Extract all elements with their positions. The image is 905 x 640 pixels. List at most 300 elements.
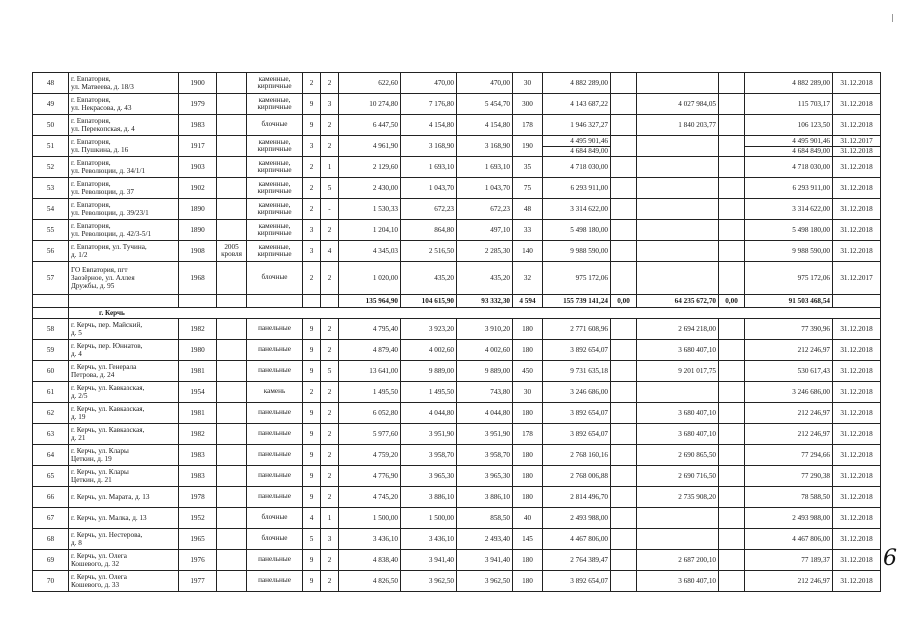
completion-date: 31.12.2018 bbox=[833, 571, 881, 592]
premises-area: 3 951,90 bbox=[401, 424, 457, 445]
regional-cost bbox=[719, 340, 745, 361]
completion-date: 31.12.2018 bbox=[833, 361, 881, 382]
residents-count: 180 bbox=[513, 445, 543, 466]
fund-cost bbox=[637, 241, 719, 262]
empty-cell bbox=[611, 445, 637, 466]
table-row bbox=[33, 199, 881, 220]
row-number: 50 bbox=[33, 115, 69, 136]
completion-date: 31.12.2018 bbox=[833, 241, 881, 262]
total-cost: 2 768 006,88 bbox=[543, 466, 611, 487]
floors: 9 bbox=[303, 487, 321, 508]
completion-date: 31.12.2017 bbox=[833, 262, 881, 295]
wall-material: панельные bbox=[247, 319, 303, 340]
table-row bbox=[33, 529, 881, 550]
build-year: 1890 bbox=[179, 199, 217, 220]
build-year: 1965 bbox=[179, 529, 217, 550]
fund-cost bbox=[637, 136, 719, 157]
total-cost: 3 246 686,00 bbox=[543, 382, 611, 403]
total-cost: 2 768 160,16 bbox=[543, 445, 611, 466]
premises-area: 3 958,70 bbox=[401, 445, 457, 466]
repair-year bbox=[217, 220, 247, 241]
subtotal-zero-2: 0,00 bbox=[719, 295, 745, 308]
address-cell: г. Евпатория, ул. Пушкина, д. 16 bbox=[69, 136, 179, 157]
floors: 2 bbox=[303, 157, 321, 178]
build-year: 1979 bbox=[179, 94, 217, 115]
wall-material: каменные, кирпичные bbox=[247, 136, 303, 157]
residents-count: 30 bbox=[513, 382, 543, 403]
wall-material: панельные bbox=[247, 466, 303, 487]
residents-count: 35 bbox=[513, 157, 543, 178]
subtotal-fund-cost: 64 235 672,70 bbox=[637, 295, 719, 308]
floors: 9 bbox=[303, 550, 321, 571]
residential-area: 3 941,40 bbox=[457, 550, 513, 571]
fund-cost bbox=[637, 199, 719, 220]
row-number: 55 bbox=[33, 220, 69, 241]
wall-material: блочные bbox=[247, 262, 303, 295]
row-number: 65 bbox=[33, 466, 69, 487]
residential-area: 3 962,50 bbox=[457, 571, 513, 592]
floors: 9 bbox=[303, 571, 321, 592]
wall-material: панельные bbox=[247, 550, 303, 571]
residents-count: 33 bbox=[513, 220, 543, 241]
scan-mark bbox=[892, 14, 893, 22]
row-number: 63 bbox=[33, 424, 69, 445]
total-area: 4 838,40 bbox=[339, 550, 401, 571]
wall-material: панельные bbox=[247, 571, 303, 592]
wall-material: каменные, кирпичные bbox=[247, 241, 303, 262]
empty-cell bbox=[611, 73, 637, 94]
total-area: 1 530,33 bbox=[339, 199, 401, 220]
entrances: 2 bbox=[321, 487, 339, 508]
address-cell: г. Керчь, ул. Кавказская, д. 19 bbox=[69, 403, 179, 424]
residents-count: 300 bbox=[513, 94, 543, 115]
row-number: 57 bbox=[33, 262, 69, 295]
empty-cell bbox=[611, 529, 637, 550]
residential-area: 3 910,20 bbox=[457, 319, 513, 340]
fund-cost bbox=[637, 73, 719, 94]
regional-cost bbox=[719, 241, 745, 262]
total-cost: 3 314 622,00 bbox=[543, 199, 611, 220]
owners-cost: 2 493 988,00 bbox=[745, 508, 833, 529]
address-cell: ГО Евпатория, пгт Заозёрное, ул. Аллея Дружбы, д. 95 bbox=[69, 262, 179, 295]
entrances: - bbox=[321, 199, 339, 220]
total-cost: 6 293 911,00 bbox=[543, 178, 611, 199]
build-year: 1917 bbox=[179, 136, 217, 157]
completion-date: 31.12.2018 bbox=[833, 529, 881, 550]
entrances: 2 bbox=[321, 466, 339, 487]
empty-cell bbox=[303, 295, 321, 308]
premises-area: 4 154,80 bbox=[401, 115, 457, 136]
floors: 3 bbox=[303, 241, 321, 262]
regional-cost bbox=[719, 199, 745, 220]
premises-area: 7 176,80 bbox=[401, 94, 457, 115]
owners-cost: 77 189,37 bbox=[745, 550, 833, 571]
regional-cost bbox=[719, 220, 745, 241]
total-area: 4 345,03 bbox=[339, 241, 401, 262]
residential-area: 470,00 bbox=[457, 73, 513, 94]
total-cost: 2 493 988,00 bbox=[543, 508, 611, 529]
row-number: 48 bbox=[33, 73, 69, 94]
regional-cost bbox=[719, 361, 745, 382]
table-row bbox=[33, 424, 881, 445]
total-area: 10 274,80 bbox=[339, 94, 401, 115]
completion-date-line-2: 31.12.2018 bbox=[840, 146, 873, 155]
premises-area: 3 941,40 bbox=[401, 550, 457, 571]
table-row bbox=[33, 262, 881, 295]
subtotal-row bbox=[33, 295, 881, 308]
premises-area: 3 886,10 bbox=[401, 487, 457, 508]
owners-cost: 212 246,97 bbox=[745, 424, 833, 445]
entrances: 3 bbox=[321, 94, 339, 115]
entrances: 1 bbox=[321, 508, 339, 529]
owners-cost: 5 498 180,00 bbox=[745, 220, 833, 241]
premises-area: 1 495,50 bbox=[401, 382, 457, 403]
owners-cost: 6 293 911,00 bbox=[745, 178, 833, 199]
completion-date: 31.12.2018 bbox=[833, 199, 881, 220]
row-number: 54 bbox=[33, 199, 69, 220]
total-area: 2 129,60 bbox=[339, 157, 401, 178]
address-cell: г. Керчь, ул. Нестерова, д. 8 bbox=[69, 529, 179, 550]
subtotal-owners-cost: 91 503 468,54 bbox=[745, 295, 833, 308]
entrances: 2 bbox=[321, 445, 339, 466]
entrances: 4 bbox=[321, 241, 339, 262]
table-row bbox=[33, 136, 881, 157]
residential-area: 497,10 bbox=[457, 220, 513, 241]
total-area: 4 759,20 bbox=[339, 445, 401, 466]
table-row bbox=[33, 319, 881, 340]
regional-cost bbox=[719, 466, 745, 487]
premises-area: 4 044,80 bbox=[401, 403, 457, 424]
build-year: 1981 bbox=[179, 403, 217, 424]
empty-cell bbox=[611, 340, 637, 361]
repair-year bbox=[217, 199, 247, 220]
repair-year bbox=[217, 115, 247, 136]
row-number: 70 bbox=[33, 571, 69, 592]
floors: 9 bbox=[303, 361, 321, 382]
residential-area: 2 493,40 bbox=[457, 529, 513, 550]
premises-area: 3 436,10 bbox=[401, 529, 457, 550]
floors: 9 bbox=[303, 445, 321, 466]
residents-count: 180 bbox=[513, 487, 543, 508]
build-year: 1983 bbox=[179, 445, 217, 466]
page-number: 6 bbox=[883, 546, 897, 571]
residential-area: 4 154,80 bbox=[457, 115, 513, 136]
address-cell: г. Евпатория, ул. Некрасова, д. 43 bbox=[69, 94, 179, 115]
residential-area: 3 958,70 bbox=[457, 445, 513, 466]
address-cell: г. Керчь, пер. Майский, д. 5 bbox=[69, 319, 179, 340]
total-area: 1 495,50 bbox=[339, 382, 401, 403]
floors: 9 bbox=[303, 340, 321, 361]
fund-cost: 2 690 865,50 bbox=[637, 445, 719, 466]
empty-cell bbox=[33, 295, 69, 308]
build-year: 1980 bbox=[179, 340, 217, 361]
total-area: 6 447,50 bbox=[339, 115, 401, 136]
residents-count: 180 bbox=[513, 571, 543, 592]
fund-cost: 3 680 407,10 bbox=[637, 571, 719, 592]
address-cell: г. Керчь, ул. Олега Кошевого, д. 32 bbox=[69, 550, 179, 571]
repair-year bbox=[217, 529, 247, 550]
regional-cost bbox=[719, 178, 745, 199]
residential-area: 4 044,80 bbox=[457, 403, 513, 424]
total-cost: 3 892 654,07 bbox=[543, 424, 611, 445]
row-number: 64 bbox=[33, 445, 69, 466]
wall-material: панельные bbox=[247, 403, 303, 424]
regional-cost bbox=[719, 115, 745, 136]
table-row bbox=[33, 73, 881, 94]
entrances: 1 bbox=[321, 157, 339, 178]
empty-cell bbox=[321, 295, 339, 308]
residents-count: 145 bbox=[513, 529, 543, 550]
empty-cell bbox=[611, 487, 637, 508]
empty-cell bbox=[833, 295, 881, 308]
floors: 9 bbox=[303, 424, 321, 445]
table-row bbox=[33, 157, 881, 178]
residents-count: 450 bbox=[513, 361, 543, 382]
wall-material: панельные bbox=[247, 361, 303, 382]
entrances: 2 bbox=[321, 220, 339, 241]
repair-year bbox=[217, 157, 247, 178]
wall-material: каменные, кирпичные bbox=[247, 178, 303, 199]
wall-material: панельные bbox=[247, 340, 303, 361]
entrances: 2 bbox=[321, 262, 339, 295]
residential-area: 435,20 bbox=[457, 262, 513, 295]
floors: 9 bbox=[303, 115, 321, 136]
fund-cost: 3 680 407,10 bbox=[637, 403, 719, 424]
address-cell: г. Керчь, ул. Генерала Петрова, д. 24 bbox=[69, 361, 179, 382]
regional-cost bbox=[719, 94, 745, 115]
document-table-wrapper bbox=[32, 72, 881, 592]
wall-material: каменные, кирпичные bbox=[247, 73, 303, 94]
subtotal-total-cost: 155 739 141,24 bbox=[543, 295, 611, 308]
floors: 5 bbox=[303, 529, 321, 550]
empty-cell bbox=[611, 136, 637, 157]
owners-cost: 78 588,50 bbox=[745, 487, 833, 508]
repair-year bbox=[217, 319, 247, 340]
completion-date: 31.12.2018 bbox=[833, 487, 881, 508]
fund-cost: 2 690 716,50 bbox=[637, 466, 719, 487]
owners-cost: 530 617,43 bbox=[745, 361, 833, 382]
address-cell: г. Керчь, пер. Юннатов, д. 4 bbox=[69, 340, 179, 361]
completion-date: 31.12.2018 bbox=[833, 73, 881, 94]
repair-year bbox=[217, 178, 247, 199]
address-cell: г. Керчь, ул. Олега Кошевого, д. 33 bbox=[69, 571, 179, 592]
table-row bbox=[33, 403, 881, 424]
fund-cost bbox=[637, 220, 719, 241]
subtotal-residents: 4 594 bbox=[513, 295, 543, 308]
regional-cost bbox=[719, 487, 745, 508]
table-row bbox=[33, 508, 881, 529]
residents-count: 180 bbox=[513, 466, 543, 487]
regional-cost bbox=[719, 73, 745, 94]
owners-cost: 77 290,38 bbox=[745, 466, 833, 487]
repair-year bbox=[217, 262, 247, 295]
fund-cost bbox=[637, 529, 719, 550]
completion-date: 31.12.2018 bbox=[833, 466, 881, 487]
repair-year bbox=[217, 340, 247, 361]
total-area: 622,60 bbox=[339, 73, 401, 94]
empty-cell bbox=[611, 319, 637, 340]
fund-cost bbox=[637, 178, 719, 199]
premises-area: 470,00 bbox=[401, 73, 457, 94]
residents-count: 48 bbox=[513, 199, 543, 220]
completion-date: 31.12.2018 bbox=[833, 403, 881, 424]
table-row bbox=[33, 550, 881, 571]
entrances: 3 bbox=[321, 529, 339, 550]
row-number: 59 bbox=[33, 340, 69, 361]
table-row bbox=[33, 340, 881, 361]
subtotal-zero-1: 0,00 bbox=[611, 295, 637, 308]
empty-cell bbox=[33, 308, 69, 319]
build-year: 1952 bbox=[179, 508, 217, 529]
table-row bbox=[33, 115, 881, 136]
residential-area: 9 889,00 bbox=[457, 361, 513, 382]
table-row bbox=[33, 241, 881, 262]
premises-area: 435,20 bbox=[401, 262, 457, 295]
total-area: 4 879,40 bbox=[339, 340, 401, 361]
address-cell: г. Керчь, ул. Кавказская, д. 2/5 bbox=[69, 382, 179, 403]
subtotal-premises-area: 104 615,90 bbox=[401, 295, 457, 308]
row-number: 61 bbox=[33, 382, 69, 403]
row-number: 56 bbox=[33, 241, 69, 262]
owners-cost-line-1: 4 495 901,46 bbox=[745, 137, 832, 147]
entrances: 2 bbox=[321, 550, 339, 571]
owners-cost: 77 294,66 bbox=[745, 445, 833, 466]
regional-cost bbox=[719, 445, 745, 466]
total-area: 4 745,20 bbox=[339, 487, 401, 508]
owners-cost: 4 718 030,00 bbox=[745, 157, 833, 178]
completion-date bbox=[833, 136, 881, 157]
empty-cell bbox=[611, 466, 637, 487]
regional-cost bbox=[719, 424, 745, 445]
build-year: 1978 bbox=[179, 487, 217, 508]
address-cell: г. Евпатория, ул. Революции, д. 34/1/1 bbox=[69, 157, 179, 178]
premises-area: 9 889,00 bbox=[401, 361, 457, 382]
owners-cost: 212 246,97 bbox=[745, 403, 833, 424]
total-cost bbox=[543, 136, 611, 157]
regional-cost bbox=[719, 403, 745, 424]
total-cost: 5 498 180,00 bbox=[543, 220, 611, 241]
fund-cost bbox=[637, 382, 719, 403]
wall-material: каменные, кирпичные bbox=[247, 220, 303, 241]
repair-year bbox=[217, 466, 247, 487]
entrances: 2 bbox=[321, 73, 339, 94]
table-row bbox=[33, 361, 881, 382]
residents-count: 140 bbox=[513, 241, 543, 262]
build-year: 1981 bbox=[179, 361, 217, 382]
fund-cost bbox=[637, 157, 719, 178]
entrances: 2 bbox=[321, 340, 339, 361]
fund-cost: 2 687 200,10 bbox=[637, 550, 719, 571]
wall-material: панельные bbox=[247, 424, 303, 445]
subtotal-residential-area: 93 332,30 bbox=[457, 295, 513, 308]
table-row bbox=[33, 220, 881, 241]
total-area: 4 961,90 bbox=[339, 136, 401, 157]
regional-cost bbox=[719, 508, 745, 529]
table-row bbox=[33, 466, 881, 487]
completion-date: 31.12.2018 bbox=[833, 94, 881, 115]
regional-cost bbox=[719, 319, 745, 340]
residential-area: 1 043,70 bbox=[457, 178, 513, 199]
build-year: 1983 bbox=[179, 466, 217, 487]
repair-year bbox=[217, 424, 247, 445]
owners-cost: 115 703,17 bbox=[745, 94, 833, 115]
owners-cost: 4 882 289,00 bbox=[745, 73, 833, 94]
build-year: 1890 bbox=[179, 220, 217, 241]
completion-date-line-1: 31.12.2017 bbox=[833, 137, 880, 147]
empty-cell bbox=[179, 295, 217, 308]
repair-year bbox=[217, 73, 247, 94]
entrances: 2 bbox=[321, 424, 339, 445]
completion-date: 31.12.2018 bbox=[833, 340, 881, 361]
premises-area: 3 962,50 bbox=[401, 571, 457, 592]
completion-date: 31.12.2018 bbox=[833, 382, 881, 403]
table-row bbox=[33, 571, 881, 592]
address-cell: г. Керчь, ул. Клары Цеткин, д. 19 bbox=[69, 445, 179, 466]
entrances: 5 bbox=[321, 178, 339, 199]
address-cell: г. Евпатория, ул. Матвеева, д. 18/3 bbox=[69, 73, 179, 94]
total-cost: 3 892 654,07 bbox=[543, 403, 611, 424]
residential-area: 672,23 bbox=[457, 199, 513, 220]
floors: 2 bbox=[303, 178, 321, 199]
regional-cost bbox=[719, 571, 745, 592]
entrances: 2 bbox=[321, 115, 339, 136]
residential-area: 5 454,70 bbox=[457, 94, 513, 115]
entrances: 2 bbox=[321, 319, 339, 340]
repair-year bbox=[217, 382, 247, 403]
repair-year bbox=[217, 487, 247, 508]
total-cost: 4 882 289,00 bbox=[543, 73, 611, 94]
entrances: 2 bbox=[321, 382, 339, 403]
premises-area: 1 500,00 bbox=[401, 508, 457, 529]
residents-count: 180 bbox=[513, 403, 543, 424]
floors: 3 bbox=[303, 220, 321, 241]
completion-date: 31.12.2018 bbox=[833, 424, 881, 445]
premises-area: 1 693,10 bbox=[401, 157, 457, 178]
total-cost-line-2: 4 684 849,00 bbox=[570, 146, 608, 155]
table-row bbox=[33, 178, 881, 199]
address-cell: г. Евпатория, ул. Революции, д. 39/23/1 bbox=[69, 199, 179, 220]
row-number: 67 bbox=[33, 508, 69, 529]
residential-area: 743,80 bbox=[457, 382, 513, 403]
residents-count: 40 bbox=[513, 508, 543, 529]
total-area: 4 776,90 bbox=[339, 466, 401, 487]
total-cost: 975 172,06 bbox=[543, 262, 611, 295]
residents-count: 180 bbox=[513, 319, 543, 340]
empty-cell bbox=[611, 382, 637, 403]
completion-date: 31.12.2018 bbox=[833, 319, 881, 340]
repair-year bbox=[217, 136, 247, 157]
regional-cost bbox=[719, 529, 745, 550]
floors: 9 bbox=[303, 319, 321, 340]
residents-count: 75 bbox=[513, 178, 543, 199]
floors: 9 bbox=[303, 94, 321, 115]
subtotal-total-area: 135 964,90 bbox=[339, 295, 401, 308]
empty-cell bbox=[611, 508, 637, 529]
premises-area: 4 002,60 bbox=[401, 340, 457, 361]
empty-cell bbox=[611, 94, 637, 115]
premises-area: 3 965,30 bbox=[401, 466, 457, 487]
row-number: 52 bbox=[33, 157, 69, 178]
residents-count: 180 bbox=[513, 340, 543, 361]
repair-year bbox=[217, 403, 247, 424]
build-year: 1976 bbox=[179, 550, 217, 571]
address-cell: г. Евпатория, ул. Революции, д. 37 bbox=[69, 178, 179, 199]
wall-material: каменные, кирпичные bbox=[247, 157, 303, 178]
repair-year bbox=[217, 94, 247, 115]
completion-date: 31.12.2018 bbox=[833, 115, 881, 136]
wall-material: каменные, кирпичные bbox=[247, 94, 303, 115]
row-number: 60 bbox=[33, 361, 69, 382]
